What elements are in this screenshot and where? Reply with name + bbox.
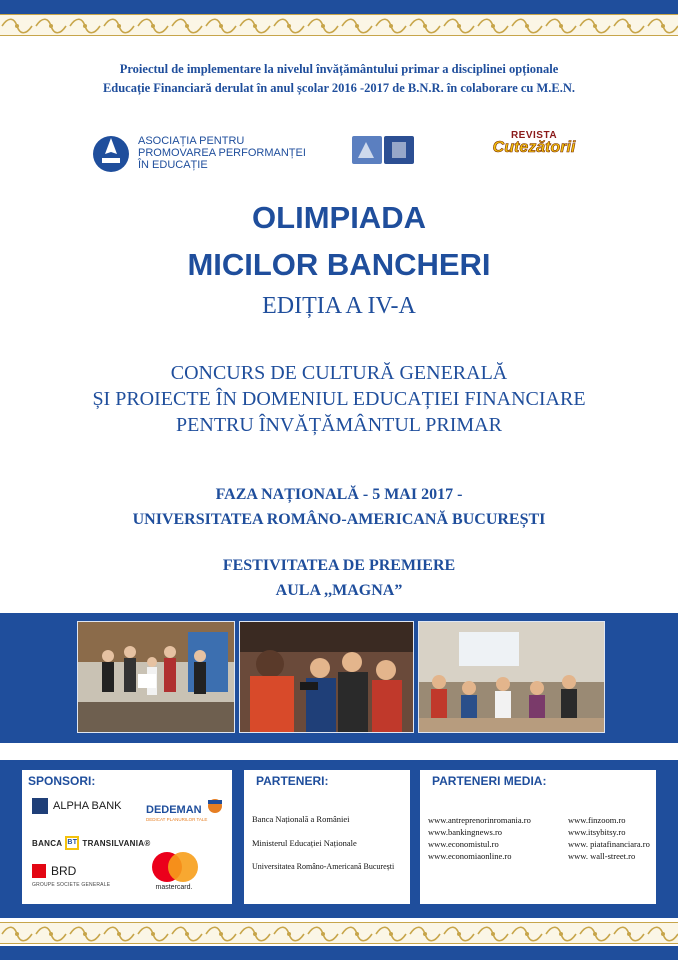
media-partners-title: PARTENERI MEDIA: xyxy=(432,774,547,788)
main-title-line-2: MICILOR BANCHERI xyxy=(187,247,491,282)
apd-line-3: ÎN EDUCAȚIE xyxy=(138,159,208,171)
revista-cutezatorii-logo xyxy=(474,130,594,157)
media-link[interactable]: www. piatafinanciara.ro xyxy=(568,839,650,849)
dedeman-label: DEDEMAN xyxy=(146,804,202,816)
faza-nationala xyxy=(0,482,678,532)
brd-icon xyxy=(32,864,46,878)
concurs-line-1: CONCURS DE CULTURĂ GENERALĂ xyxy=(170,362,508,384)
header-line-2: Educație Financiară derulat în anul școlar 2016 -2017 de B.N.R. în colaborare cu M.E.N. xyxy=(102,81,576,95)
bt-label-right: TRANSILVANIA® xyxy=(82,838,151,848)
partner-item: Banca Națională a României xyxy=(252,814,350,824)
photo-classroom xyxy=(418,621,605,733)
partners-title: PARTENERI: xyxy=(256,774,329,788)
faza-line-1: FAZA NAȚIONALĂ - 5 MAI 2017 - xyxy=(215,486,463,503)
brd-label: BRD xyxy=(51,864,77,878)
media-partners-box xyxy=(420,770,656,904)
festivitate-line-2: AULA ,,MAGNA” xyxy=(275,582,403,599)
partner-item: Ministerul Educației Naționale xyxy=(252,838,357,848)
media-link[interactable]: www.finzoom.ro xyxy=(568,815,626,825)
top-blue-band xyxy=(0,0,678,14)
apd-line-1: ASOCIAȚIA PENTRU xyxy=(138,135,245,147)
bottom-blue-band xyxy=(0,946,678,960)
mastercard-logo xyxy=(150,852,198,891)
media-link[interactable]: www.economistul.ro xyxy=(428,839,499,849)
concurs-line-3: PENTRU ÎNVĂȚĂMÂNTUL PRIMAR xyxy=(176,414,502,436)
alpha-bank-logo xyxy=(32,798,121,814)
banca-transilvania-logo xyxy=(32,836,151,850)
partner-item: Universitatea Româno-Americană București xyxy=(252,862,395,871)
brd-subtitle: GROUPE SOCIETE GENERALE xyxy=(32,882,111,888)
faza-line-2: UNIVERSITATEA ROMÂNO-AMERICANĂ BUCUREȘTI xyxy=(132,511,546,528)
partners-box xyxy=(244,770,410,904)
alpha-bank-icon xyxy=(32,798,48,814)
concurs-description xyxy=(0,360,678,438)
festivitate-line-1: FESTIVITATEA DE PREMIERE xyxy=(222,557,456,574)
concurs-line-2: ȘI PROIECTE ÎN DOMENIUL EDUCAȚIEI FINANCIARE xyxy=(92,388,586,410)
media-list-left xyxy=(428,814,531,862)
logos-row xyxy=(0,130,678,180)
edufin-logo-icon xyxy=(350,132,416,170)
media-link[interactable]: www.antreprenorinromania.ro xyxy=(428,815,531,825)
dedeman-logo xyxy=(146,804,207,822)
sponsors-title: SPONSORI: xyxy=(28,774,96,788)
main-title-line-1: OLIMPIADA xyxy=(252,200,426,235)
apd-line-2: PROMOVAREA PERFORMANȚEI xyxy=(138,147,306,159)
photo-students-interview xyxy=(239,621,414,733)
bt-label-left: BANCA xyxy=(32,838,63,848)
mastercard-label: mastercard. xyxy=(155,884,193,891)
header-line-1: Proiectul de implementare la nivelul învățământului primar a disciplinei opționale xyxy=(119,62,559,76)
project-header xyxy=(0,60,678,98)
dedeman-subtitle: DEDICAT PLANURILOR TALE xyxy=(146,817,208,822)
media-link[interactable]: www.bankingnews.ro xyxy=(428,827,503,837)
revista-label: REVISTA xyxy=(510,130,558,141)
sponsors-box xyxy=(22,770,232,904)
dedeman-character-icon xyxy=(204,798,226,816)
mastercard-icon xyxy=(150,852,198,882)
cutezatorii-label: Cutezătorii xyxy=(492,139,576,156)
photo-band xyxy=(0,613,678,743)
media-link[interactable]: www.economiaonline.ro xyxy=(428,851,512,861)
festivitate xyxy=(0,553,678,603)
bottom-band xyxy=(0,760,678,918)
apd-logo xyxy=(90,132,306,174)
photo-award-ceremony xyxy=(77,621,235,733)
brd-logo xyxy=(32,864,110,888)
apd-emblem-icon xyxy=(90,132,132,174)
media-list-right xyxy=(568,814,650,862)
media-link[interactable]: www.itsybitsy.ro xyxy=(568,827,626,837)
alpha-bank-label: ALPHA BANK xyxy=(53,800,122,812)
media-link[interactable]: www. wall-street.ro xyxy=(568,851,636,861)
top-ornament-border xyxy=(0,14,678,36)
edition-subtitle: EDIȚIA A IV-A xyxy=(262,293,416,319)
bottom-ornament-border xyxy=(0,922,678,944)
bt-icon: BT xyxy=(65,836,79,850)
